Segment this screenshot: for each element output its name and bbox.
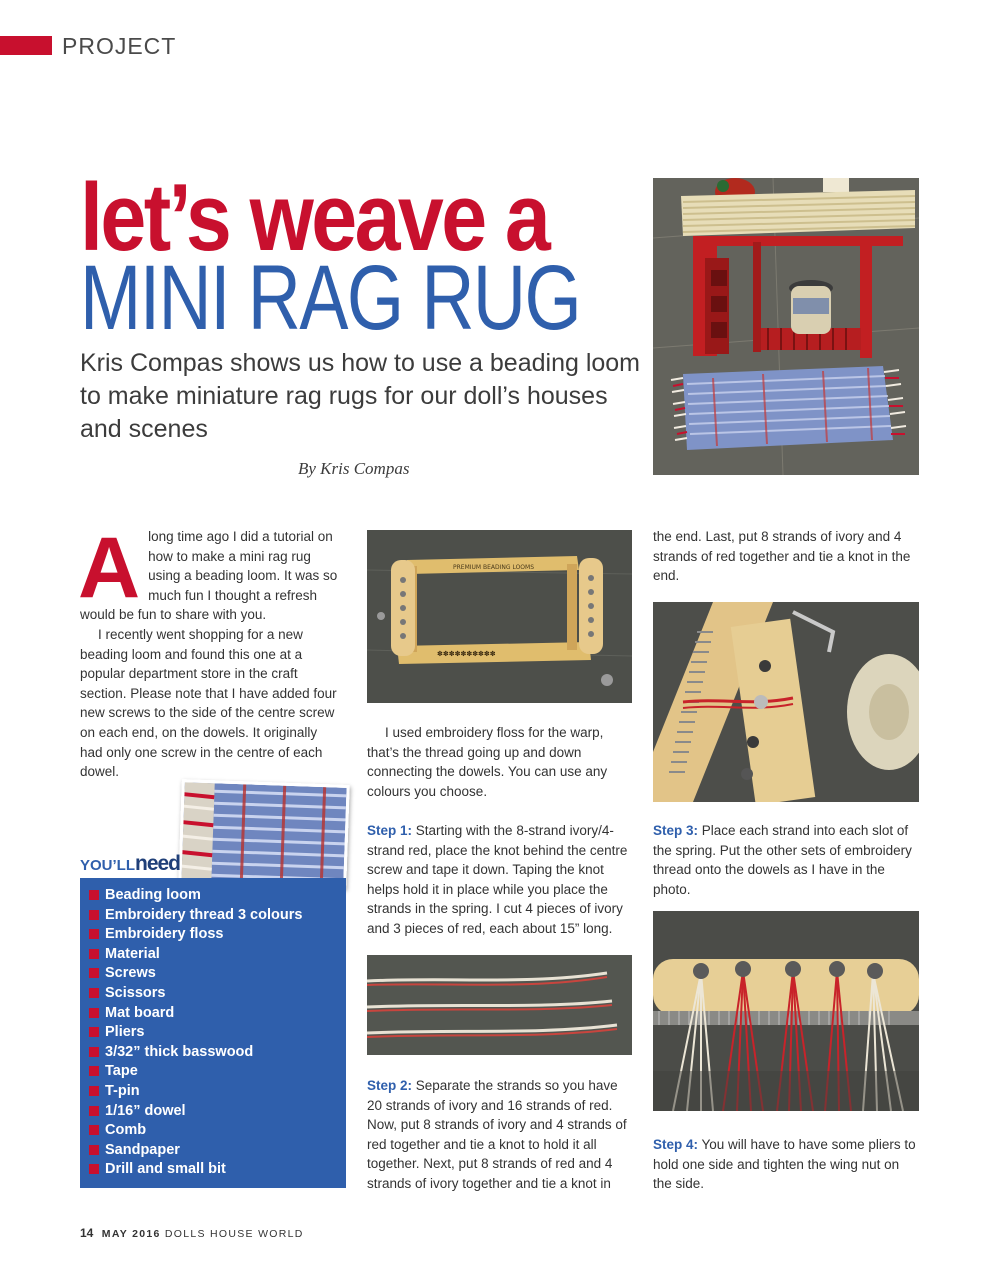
floss-strands-photo (367, 955, 632, 1055)
supply-item: Tape (89, 1062, 346, 1082)
bullet-square-icon (89, 890, 99, 900)
supply-item: Scissors (89, 984, 346, 1004)
loom-spring-tape-photo (653, 602, 919, 802)
supply-item: Embroidery floss (89, 925, 346, 945)
byline: By Kris Compas (298, 459, 410, 478)
step-4-block (653, 1135, 918, 1194)
bullet-square-icon (89, 1145, 99, 1155)
bullet-square-icon (89, 929, 99, 939)
intro-paragraph: long time ago I did a tutorial on how to make a mini rag rug using a beading loom. It was so much fun I thought a refresh would be fun to share with you. (80, 529, 338, 623)
supply-item: 1/16” dowel (89, 1102, 346, 1122)
page-footer (80, 1226, 304, 1240)
section-label: PROJECT (62, 33, 177, 59)
section-color-bar (0, 36, 52, 55)
bullet-square-icon (89, 1047, 99, 1057)
supplies-heading (80, 852, 180, 876)
step-2-block (367, 1076, 629, 1194)
supplies-box (80, 878, 346, 1188)
step-3-label: Step 3: (653, 823, 699, 838)
bullet-square-icon (89, 1008, 99, 1018)
drop-cap: A (78, 520, 141, 616)
bullet-square-icon (89, 988, 99, 998)
supply-item: Embroidery thread 3 colours (89, 906, 346, 926)
supplies-heading-small: YOU’LL (80, 857, 135, 874)
bullet-square-icon (89, 968, 99, 978)
step-4-label: Step 4: (653, 1137, 699, 1152)
step-2-paragraph (367, 1076, 629, 1194)
step-3-block (653, 821, 918, 899)
magazine-name: DOLLS HOUSE WORLD (164, 1228, 304, 1240)
supplies-list (80, 878, 346, 1180)
bullet-square-icon (89, 1086, 99, 1096)
step-3-paragraph (653, 821, 918, 899)
beading-loom-photo (367, 530, 632, 703)
article-column-2 (367, 723, 629, 939)
step-2-text: Separate the strands so you have 20 strands of ivory and 16 strands of red. Now, put 8 strands of ivory and 4 strands of red together and tie a knot to hold it all together. Next, put 8 strands of red and 4 strands of ivory together and tie a knot in (367, 1078, 627, 1191)
bullet-square-icon (89, 1106, 99, 1116)
step-2-continued (653, 527, 918, 586)
supply-item: Mat board (89, 1004, 346, 1024)
title-line-2: MINI RAG RUG (80, 247, 581, 349)
supply-item: Pliers (89, 1023, 346, 1043)
supply-item: Drill and small bit (89, 1160, 346, 1180)
rug-closeup-photo (178, 779, 350, 889)
step-1-paragraph (367, 821, 629, 939)
paragraph-2: I recently went shopping for a new beading loom and found this one at a popular department store in the craft section. Please note that I have added four new screws to the side of the centre screw on each end, on the dowels. It originally had only one screw in the centre of each dowel. (80, 626, 337, 780)
standfirst: Kris Compas shows us how to use a beading loom to make miniature rag rugs for our doll’s houses and scenes (80, 349, 641, 443)
step-4-paragraph (653, 1135, 918, 1194)
step-3-text: Place each strand into each slot of the spring. Put the other sets of embroidery thread onto the dowels as I have in the photo. (653, 823, 912, 897)
bullet-square-icon (89, 1125, 99, 1135)
step-1-text: Starting with the 8-strand ivory/4-strand red, place the knot behind the centre screw and tape it down. Taping the knot helps hold it in place while you place the strands in the spring. I cut 4 pieces of ivory and 3 pieces of red, each about 15” long. (367, 822, 628, 936)
step-1-label: Step 1: (367, 822, 413, 838)
supplies-heading-big: need (135, 852, 181, 875)
page-number: 14 (80, 1226, 94, 1240)
supply-item: Material (89, 945, 346, 965)
step-4-text: You will have to have some pliers to hold one side and tighten the wing nut on the side. (653, 1137, 916, 1192)
supply-item: Screws (89, 964, 346, 984)
loom-label-bottom: ✽✽✽✽✽✽✽✽✽✽ (437, 650, 496, 658)
supply-item: Comb (89, 1121, 346, 1141)
article-column-1 (78, 520, 342, 782)
bullet-square-icon (89, 910, 99, 920)
bullet-square-icon (89, 1027, 99, 1037)
warp-threads-on-dowel-photo (653, 911, 919, 1111)
supply-item: 3/32” thick basswood (89, 1043, 346, 1063)
supply-item: T-pin (89, 1082, 346, 1102)
title-line-1: let’s weave a (80, 164, 549, 271)
supply-item: Beading loom (89, 886, 346, 906)
step-2-continued-text: the end. Last, put 8 strands of ivory and 4 strands of red together and tie a knot in the end. (653, 529, 911, 584)
warp-paragraph: I used embroidery floss for the warp, that’s the thread going up and down connecting the dowels. You can use any colours you choose. (367, 725, 608, 799)
hero-photo-dresser-and-rug (653, 178, 919, 475)
issue-date: MAY 2016 (101, 1228, 161, 1240)
loom-label-top: PREMIUM BEADING LOOMS (453, 564, 535, 571)
supply-item: Sandpaper (89, 1141, 346, 1161)
bullet-square-icon (89, 949, 99, 959)
bullet-square-icon (89, 1066, 99, 1076)
bullet-square-icon (89, 1164, 99, 1174)
step-2-label: Step 2: (367, 1078, 413, 1093)
